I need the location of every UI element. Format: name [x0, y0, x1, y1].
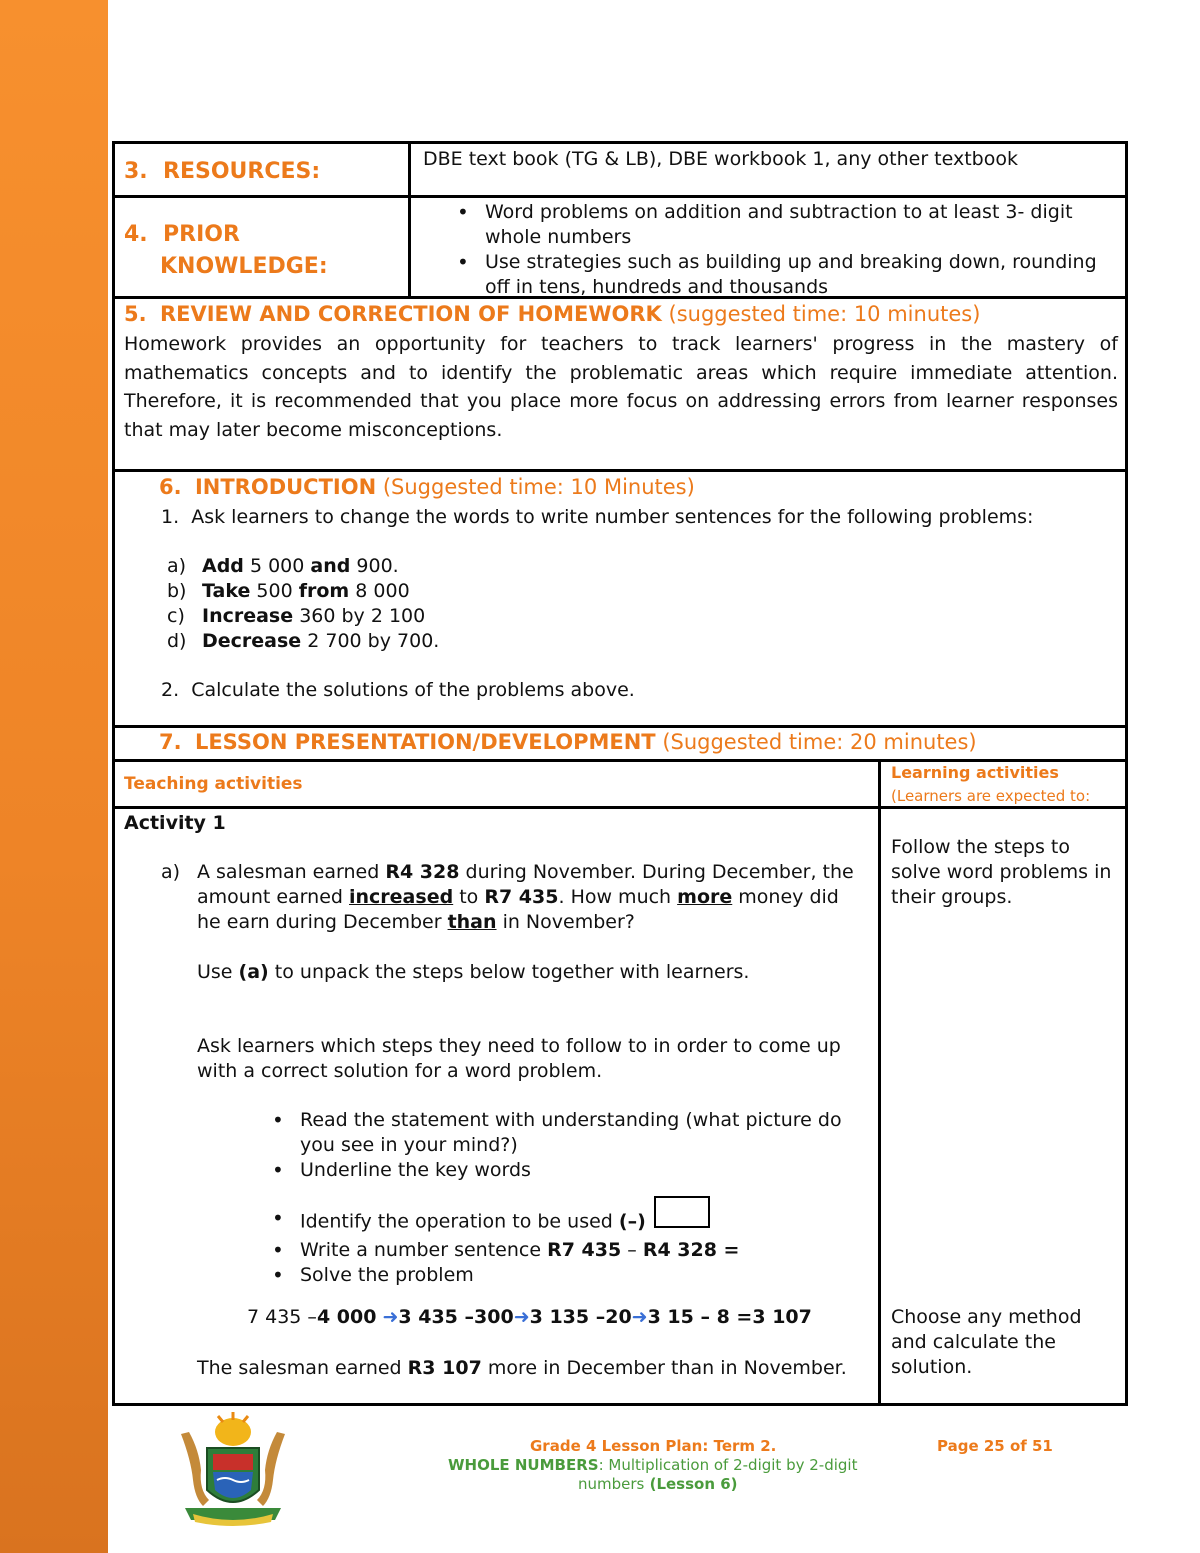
review-heading: 5. REVIEW AND CORRECTION OF HOMEWORK (suggested time: 10 minutes): [124, 302, 981, 326]
problem-item: d) Decrease 2 700 by 700.: [167, 630, 440, 652]
calculation-line: 7 435 –4 000 ➜3 435 –300➜3 135 –20➜3 15 – 8 =3 107: [247, 1306, 812, 1328]
lesson-plan-table: [112, 141, 1128, 1406]
step-item-solve: • Solve the problem: [260, 1263, 870, 1288]
teaching-activities-header: Teaching activities: [124, 774, 303, 794]
prior-knowledge-list: [445, 200, 1120, 300]
arrow-right-icon: ➜: [513, 1306, 530, 1328]
introduction-step-1: 1. Ask learners to change the words to write number sentences for the following problems:: [161, 506, 1034, 528]
prior-knowledge-row: [112, 198, 1128, 299]
activities-header-row: [112, 762, 1128, 809]
resources-row: [112, 141, 1128, 198]
review-row: [112, 299, 1128, 472]
activity-problem: A salesman earned R4 328 during November. During December, the amount earned increased to R7 435. How much more money did he earn during December than in November?: [197, 861, 854, 933]
coat-of-arms-logo: [163, 1410, 303, 1528]
lesson-heading-row: [112, 728, 1128, 762]
learning-activities-header: Learning activities: [891, 763, 1059, 782]
step-item: • Read the statement with understanding (what picture do you see in your mind?): [260, 1108, 850, 1158]
resources-label-cell: [115, 144, 411, 195]
footer-topic: WHOLE NUMBERS: Multiplication of 2-digit by 2-digit: [448, 1456, 858, 1474]
footer-lesson: numbers (Lesson 6): [578, 1475, 738, 1493]
activity-letter: a): [161, 861, 181, 883]
step-item-identify: • Identify the operation to be used (–): [260, 1206, 870, 1238]
learning-activity-2: Choose any method and calculate the solution.: [891, 1306, 1082, 1378]
prior-knowledge-label: 4. PRIOR KNOWLEDGE:: [124, 222, 328, 279]
learning-activities-subheader: (Learners are expected to:: [891, 787, 1091, 805]
introduction-row: [112, 472, 1128, 728]
prior-knowledge-item: • Use strategies such as building up and breaking down, rounding off in tens, hundreds and thousands: [445, 250, 1120, 300]
activity-title: Activity 1: [124, 812, 226, 834]
introduction-problems: [167, 554, 439, 654]
steps-list-2: [260, 1206, 870, 1288]
introduction-step-2: 2. Calculate the solutions of the problems above.: [161, 679, 635, 701]
arrow-right-icon: ➜: [631, 1306, 648, 1328]
arrow-right-icon: ➜: [382, 1306, 399, 1328]
review-body: Homework provides an opportunity for teachers to track learners' progress in the mastery of mathematics concepts and to identify the problematic areas which require immediate attention. Therefore, it is recommended that you place more focus on addressing errors from learner responses that may later become misconceptions.: [124, 333, 1118, 441]
orange-sidebar-band: [0, 0, 108, 1553]
prior-knowledge-item: • Word problems on addition and subtraction to at least 3- digit whole numbers: [445, 200, 1120, 250]
step-item-write: • Write a number sentence R7 435 – R4 328 =: [260, 1238, 870, 1263]
footer-page-number: Page 25 of 51: [937, 1437, 1053, 1455]
footer-grade: Grade 4 Lesson Plan: Term 2.: [530, 1437, 777, 1455]
steps-list-1: [260, 1108, 850, 1183]
activity-row: [112, 809, 1128, 1406]
step-item: • Underline the key words: [260, 1158, 850, 1183]
resources-value: DBE text book (TG & LB), DBE workbook 1, any other textbook: [423, 148, 1018, 170]
prior-knowledge-label-cell: [115, 198, 411, 296]
learning-activity-1: Follow the steps to solve word problems in their groups.: [891, 836, 1112, 908]
use-a-instruction: Use (a) to unpack the steps below together with learners.: [197, 961, 750, 983]
ask-learners-text: Ask learners which steps they need to follow to in order to come up with a correct solution for a word problem.: [197, 1035, 841, 1082]
conclusion-text: The salesman earned R3 107 more in December than in November.: [197, 1357, 847, 1379]
problem-item: c) Increase 360 by 2 100: [167, 605, 426, 627]
problem-item: b) Take 500 from 8 000: [167, 580, 410, 602]
problem-item: a) Add 5 000 and 900.: [167, 555, 399, 577]
introduction-heading: 6. INTRODUCTION (Suggested time: 10 Minutes): [159, 475, 695, 499]
resources-label: 3. RESOURCES:: [124, 159, 321, 184]
lesson-heading: 7. LESSON PRESENTATION/DEVELOPMENT (Suggested time: 20 minutes): [159, 730, 977, 754]
answer-box: [654, 1196, 710, 1228]
